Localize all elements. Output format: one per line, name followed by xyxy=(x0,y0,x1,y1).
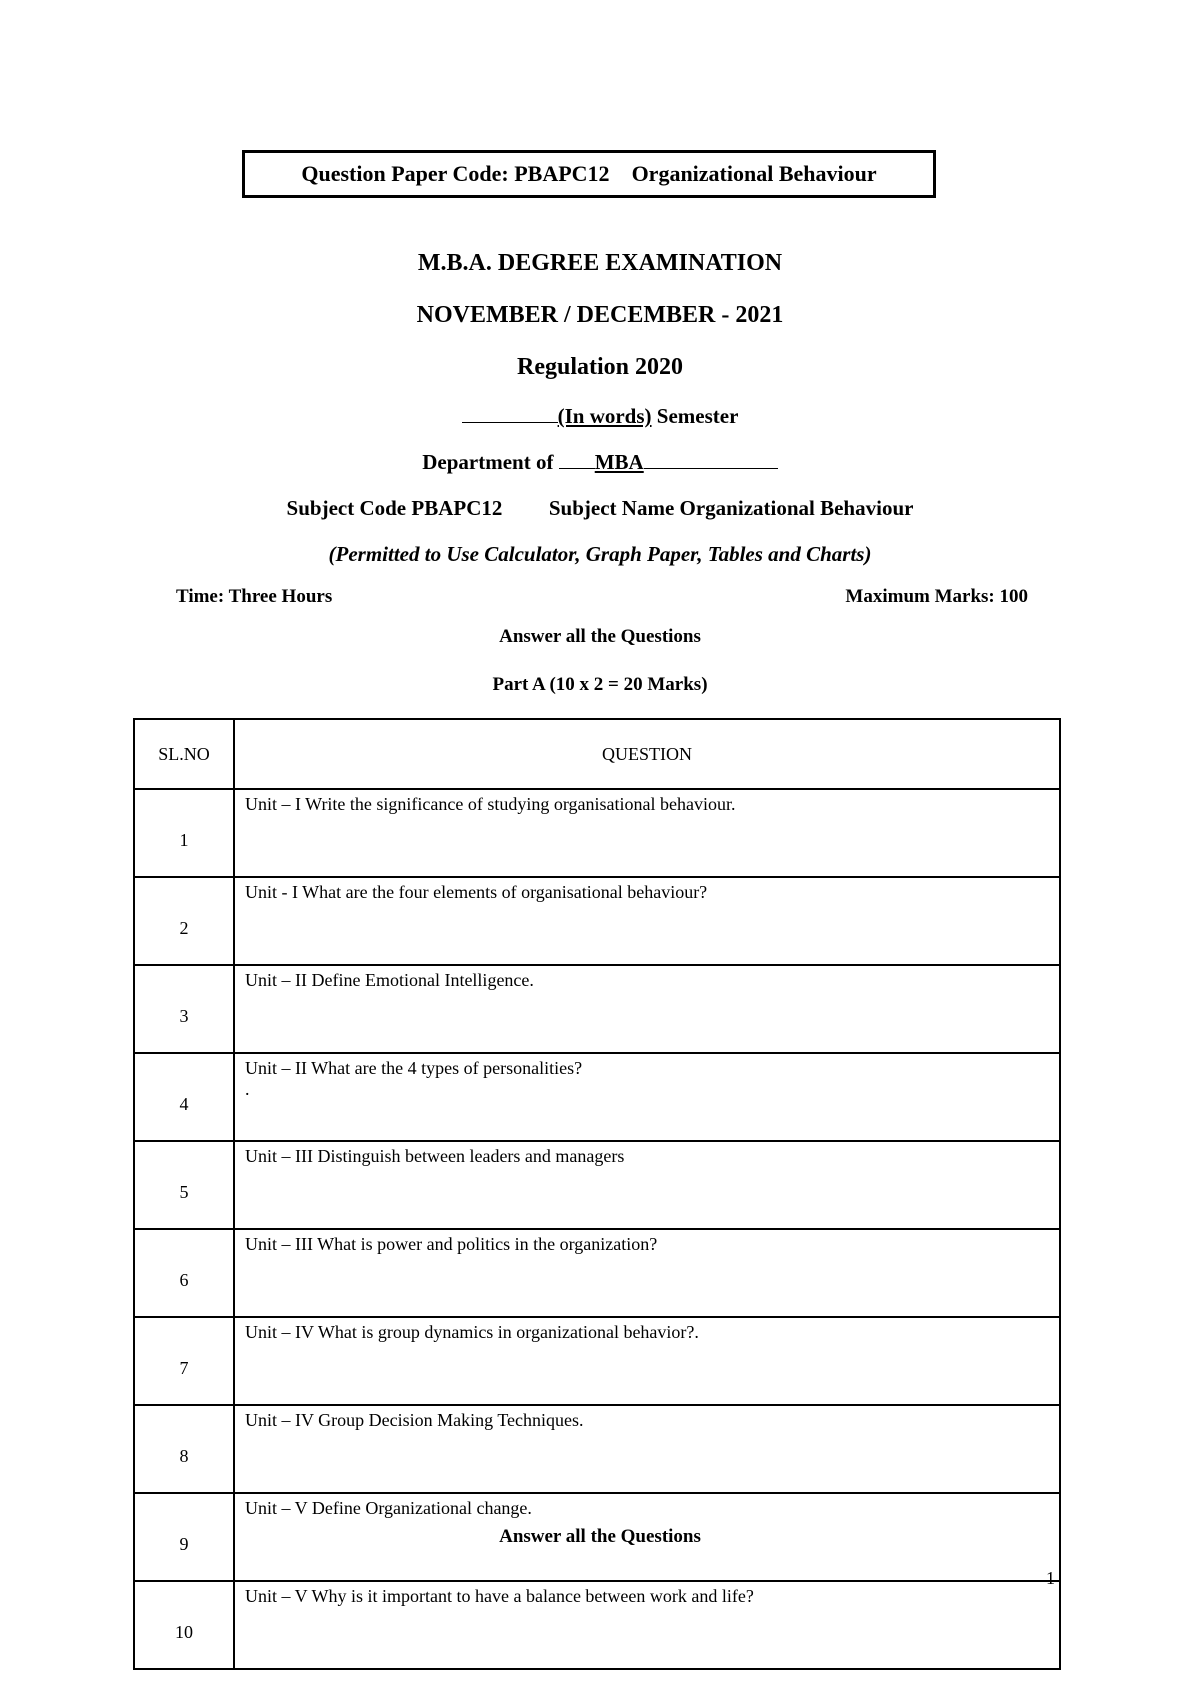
question-cell xyxy=(234,1581,1060,1669)
question-number: 8 xyxy=(134,1405,234,1493)
question-text: Unit – IV What is group dynamics in organizational behavior?. xyxy=(245,1322,699,1342)
question-number: 6 xyxy=(134,1229,234,1317)
semester-label: Semester xyxy=(656,404,739,428)
department-value: MBA xyxy=(594,450,644,474)
table-row xyxy=(134,1141,1060,1229)
table-row xyxy=(134,1229,1060,1317)
department-blank-left xyxy=(559,450,595,469)
question-paper-code-box xyxy=(242,150,936,198)
question-extra: . xyxy=(245,1079,250,1099)
subject-line xyxy=(0,496,1200,521)
question-number: 5 xyxy=(134,1141,234,1229)
footer-instruction: Answer all the Questions xyxy=(499,1526,701,1547)
permitted-note: (Permitted to Use Calculator, Graph Paper, Tables and Charts) xyxy=(328,542,872,566)
question-text: Unit – III What is power and politics in the organization? xyxy=(245,1234,658,1254)
exam-session: NOVEMBER / DECEMBER - 2021 xyxy=(416,302,784,328)
question-text: Unit – V Define Organizational change. xyxy=(245,1498,532,1518)
question-text: Unit – I Write the significance of studying organisational behaviour. xyxy=(245,794,736,814)
maximum-marks: Maximum Marks: 100 xyxy=(845,586,1028,607)
question-paper-code: Question Paper Code: PBAPC12 xyxy=(301,161,610,186)
header-sl-no: SL.NO xyxy=(134,719,234,789)
question-number: 1 xyxy=(134,789,234,877)
department-blank-right xyxy=(644,450,778,469)
department-line xyxy=(0,450,1200,475)
question-cell xyxy=(234,1405,1060,1493)
table-row xyxy=(134,877,1060,965)
table-header-row xyxy=(134,719,1060,789)
question-text: Unit – II Define Emotional Intelligence. xyxy=(245,970,534,990)
subject-code: Subject Code PBAPC12 xyxy=(286,496,503,520)
table-row xyxy=(134,1581,1060,1669)
table-row xyxy=(134,1405,1060,1493)
question-number: 9 xyxy=(134,1493,234,1581)
question-text: Unit – II What are the 4 types of personalities? xyxy=(245,1058,583,1078)
question-number: 3 xyxy=(134,965,234,1053)
question-text: Unit – IV Group Decision Making Techniques. xyxy=(245,1410,584,1430)
question-cell xyxy=(234,1317,1060,1405)
table-row xyxy=(134,965,1060,1053)
question-number: 7 xyxy=(134,1317,234,1405)
question-text: Unit - I What are the four elements of organisational behaviour? xyxy=(245,882,708,902)
question-number: 10 xyxy=(134,1581,234,1669)
question-text: Unit – III Distinguish between leaders and managers xyxy=(245,1146,625,1166)
subject-name: Subject Name Organizational Behaviour xyxy=(548,496,914,520)
page-number: 1 xyxy=(1046,1568,1055,1588)
part-a-heading: Part A (10 x 2 = 20 Marks) xyxy=(492,674,708,695)
question-cell xyxy=(234,789,1060,877)
department-label: Department of xyxy=(422,450,554,474)
regulation: Regulation 2020 xyxy=(516,354,683,380)
question-cell xyxy=(234,877,1060,965)
question-cell xyxy=(234,1053,1060,1141)
header-question: QUESTION xyxy=(234,719,1060,789)
exam-time: Time: Three Hours xyxy=(176,586,333,607)
question-cell xyxy=(234,1141,1060,1229)
table-row xyxy=(134,1317,1060,1405)
semester-blank xyxy=(462,404,558,423)
question-text: Unit – V Why is it important to have a balance between work and life? xyxy=(245,1586,754,1606)
question-cell xyxy=(234,965,1060,1053)
course-name: Organizational Behaviour xyxy=(631,161,877,186)
table-row xyxy=(134,789,1060,877)
question-number: 2 xyxy=(134,877,234,965)
question-number: 4 xyxy=(134,1053,234,1141)
instruction: Answer all the Questions xyxy=(499,626,701,647)
semester-in-words: (In words) xyxy=(557,404,652,428)
exam-title: M.B.A. DEGREE EXAMINATION xyxy=(417,250,783,276)
table-row xyxy=(134,1053,1060,1141)
question-cell xyxy=(234,1229,1060,1317)
semester-line xyxy=(0,404,1200,429)
